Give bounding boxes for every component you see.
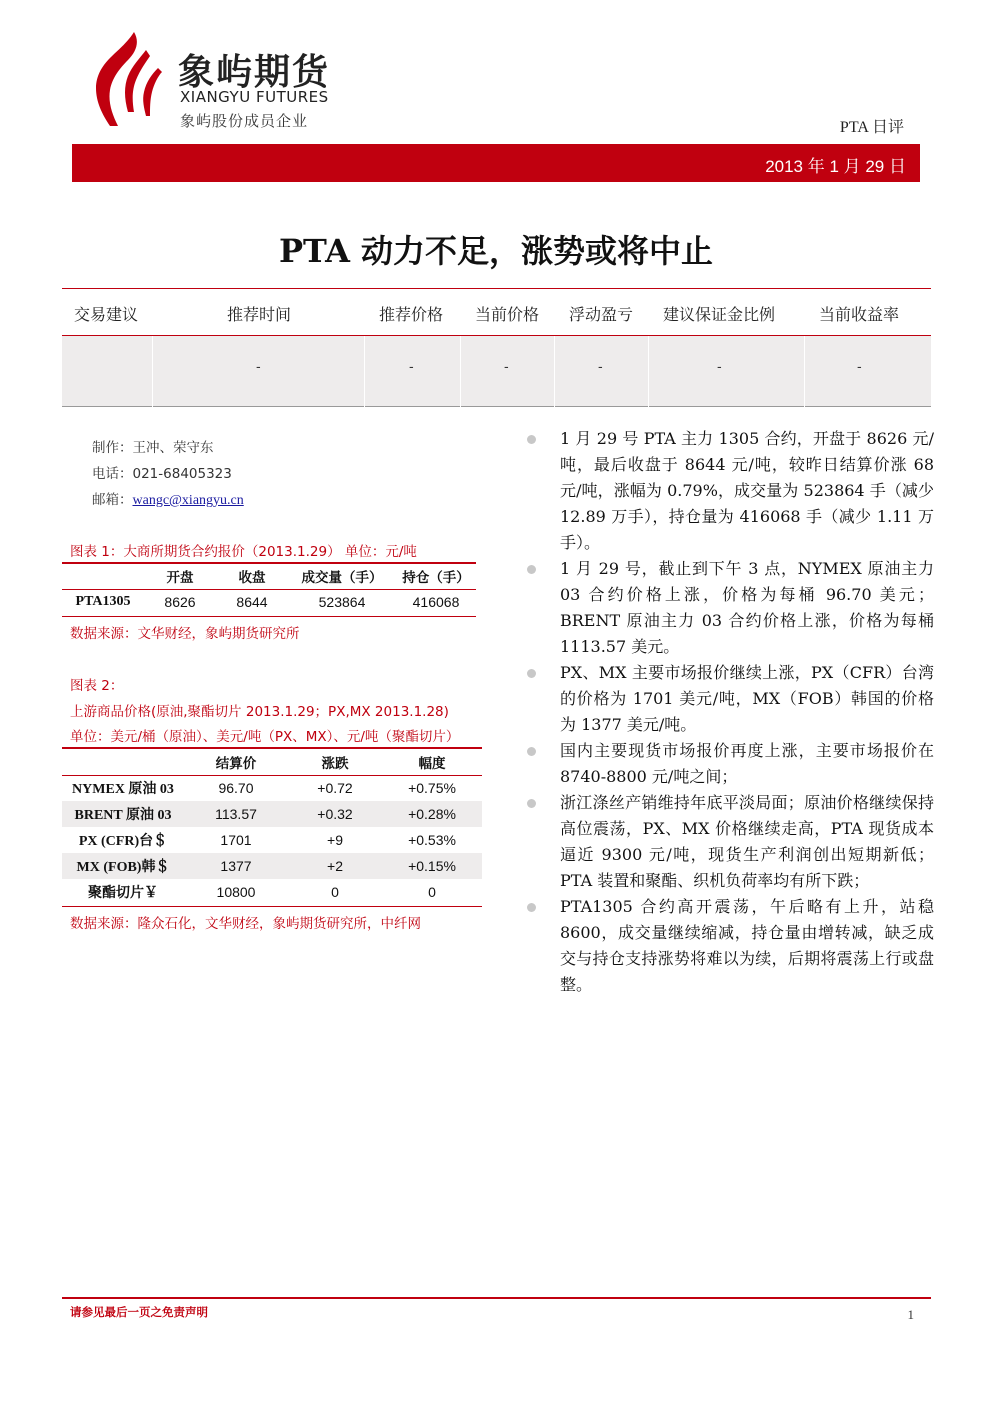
- row-label: MX (FOB)韩＄: [62, 853, 184, 879]
- logo-name-cn: 象屿期货: [178, 52, 331, 93]
- email-row: [92, 488, 244, 509]
- table-cell: 0: [428, 884, 436, 900]
- table-row: [62, 853, 482, 879]
- table-cell: 113.57: [184, 801, 288, 827]
- table-cell: 10800: [216, 884, 256, 900]
- logo-name-en: XIANGYU FUTURES: [180, 88, 329, 106]
- table-row: [62, 801, 482, 827]
- bullet-item: [524, 426, 934, 556]
- rec-value-cell: -: [256, 358, 261, 374]
- table-cell: 0: [331, 884, 339, 900]
- table-cell: +0.72: [317, 780, 353, 797]
- rec-value-cell: -: [409, 358, 414, 374]
- table-cell: +0.28%: [382, 801, 482, 827]
- bullet-item: [524, 738, 934, 790]
- table-header-cell: 幅度: [418, 755, 446, 772]
- figure2-table: [62, 749, 482, 905]
- bullet-icon: [527, 799, 536, 808]
- bullet-item: [524, 556, 934, 660]
- bullet-icon: [527, 903, 536, 912]
- rec-value-cell: -: [857, 358, 862, 374]
- table-row: [62, 879, 482, 905]
- table-cell: +0.75%: [408, 780, 456, 797]
- table-cell: 96.70: [218, 780, 254, 797]
- table-row: [62, 827, 482, 853]
- recommendation-value-row: [62, 336, 931, 407]
- recommendation-header-row: [62, 289, 931, 336]
- table-cell: +0.53%: [408, 832, 456, 848]
- table-cell: 523864: [318, 594, 366, 611]
- table-cell: +0.32: [288, 801, 382, 827]
- bullet-item: [524, 790, 934, 894]
- row-label: BRENT 原油 03: [62, 801, 184, 827]
- bullet-text: 1 月 29 号 PTA 主力 1305 合约，开盘于 8626 元/吨，最后收盘于 8644 元/吨，较昨日结算价涨 68 元/吨，涨幅为 0.79%，成交量为 523864 手（减少 12.89 万手），持仓量为 416068 手（减少 1.11 万手）。: [560, 429, 934, 552]
- table-cell: 416068: [412, 594, 460, 611]
- figure1-caption: 图表 1：大商所期货合约报价（2013.1.29） 单位：元/吨: [70, 544, 417, 560]
- figure1-source: 数据来源：文华财经，象屿期货研究所: [70, 626, 300, 642]
- table-cell: +9: [327, 832, 343, 848]
- table-cell: +2: [288, 853, 382, 879]
- bullet-icon: [527, 435, 536, 444]
- rec-header-cell: 交易建议: [74, 305, 139, 324]
- bullet-icon: [527, 747, 536, 756]
- rec-value-cell: -: [598, 358, 603, 374]
- bullet-text: PTA1305 合约高开震荡，午后略有上升，站稳 8600，成交量继续缩减，持仓量由增转减，缺乏成交与持仓支持涨势将难以为续，后期将震荡上行或盘整。: [560, 897, 934, 994]
- bullet-item: [524, 894, 934, 998]
- table-row: [62, 589, 476, 615]
- rec-value-cell: -: [717, 358, 722, 374]
- date-bar: [72, 144, 920, 182]
- logo-icon: [88, 28, 168, 132]
- table-cell: 8626: [164, 594, 196, 611]
- rec-header-cell: 推荐时间: [227, 305, 292, 324]
- logo-subtitle: 象屿股份成员企业: [180, 112, 309, 130]
- row-label: PTA1305: [75, 594, 131, 610]
- bullet-icon: [527, 669, 536, 678]
- bullet-item: [524, 660, 934, 738]
- table-header-cell: 结算价: [215, 755, 257, 772]
- table-header-cell: 持仓（手）: [402, 569, 470, 586]
- document-type: PTA 日评: [839, 119, 904, 136]
- figure1-table: [62, 563, 476, 615]
- bullet-text: PX、MX 主要市场报价继续上涨，PX（CFR）台湾的价格为 1701 美元/吨，MX（FOB）韩国的价格为 1377 美元/吨。: [560, 663, 934, 734]
- table-header-cell: 收盘: [238, 569, 266, 586]
- footer-divider: [62, 1297, 931, 1299]
- figure2-caption-detail: 上游商品价格(原油,聚酯切片 2013.1.29；PX,MX 2013.1.28): [70, 704, 449, 720]
- figure2-caption: 图表 2：: [70, 678, 124, 694]
- bullet-text: 国内主要现货市场报价再度上涨，主要市场报价在 8740-8800 元/吨之间；: [560, 741, 934, 786]
- bullet-text: 浙江涤丝产销维持年底平淡局面；原油价格继续保持高位震荡，PX、MX 价格继续走高，PTA 现货成本逼近 9300 元/吨，现货生产利润创出短期新低；PTA 装置和聚酯、织机负荷率均有所下跌；: [560, 793, 934, 890]
- author: 制作：王冲、荣守东: [92, 440, 214, 456]
- page-title: PTA 动力不足，涨势或将中止: [278, 232, 714, 270]
- row-label: PX (CFR)台＄: [78, 834, 168, 849]
- table-header-cell: [62, 563, 144, 589]
- rec-header-cell: 推荐价格: [379, 305, 444, 324]
- table-header-cell: 成交量（手）: [301, 569, 383, 586]
- rec-header-cell: 当前收益率: [819, 305, 900, 324]
- figure2-source: 数据来源：隆众石化，文华财经，象屿期货研究所，中纤网: [70, 916, 421, 932]
- page-number: 1: [907, 1307, 914, 1322]
- table-row: [62, 775, 482, 801]
- phone: 电话：021-68405323: [92, 466, 232, 482]
- rec-header-cell: 建议保证金比例: [663, 305, 776, 324]
- table-header-cell: [62, 749, 184, 775]
- email-link[interactable]: wangc@xiangyu.cn: [132, 493, 244, 508]
- table-cell: 8644: [236, 594, 268, 611]
- figure2-unit: 单位：美元/桶（原油）、美元/吨（PX、MX）、元/吨（聚酯切片）: [70, 729, 460, 745]
- bullet-text: 1 月 29 号，截止到下午 3 点，NYMEX 原油主力 03 合约价格上涨，价格为每桶 96.70 美元；BRENT 原油主力 03 合约价格上涨，价格为每桶 1113.57 美元。: [560, 559, 934, 656]
- table-header-cell: 开盘: [166, 569, 194, 586]
- analysis-bullets: [524, 426, 934, 998]
- row-label: 聚酯切片￥: [88, 886, 158, 901]
- table-header-cell: 涨跌: [321, 755, 349, 772]
- email-label: 邮箱：: [92, 492, 133, 508]
- disclaimer-note: 请参见最后一页之免责声明: [70, 1305, 208, 1319]
- row-label: NYMEX 原油 03: [72, 782, 174, 798]
- bullet-icon: [527, 565, 536, 574]
- table-cell: 1701: [220, 832, 252, 848]
- report-date: 2013 年 1 月 29 日: [765, 157, 906, 176]
- table-cell: 1377: [184, 853, 288, 879]
- recommendation-table: [62, 288, 931, 406]
- rec-value-cell: -: [504, 358, 509, 374]
- rec-header-cell: 当前价格: [475, 305, 540, 324]
- rec-header-cell: 浮动盈亏: [569, 305, 634, 324]
- table-cell: +0.15%: [382, 853, 482, 879]
